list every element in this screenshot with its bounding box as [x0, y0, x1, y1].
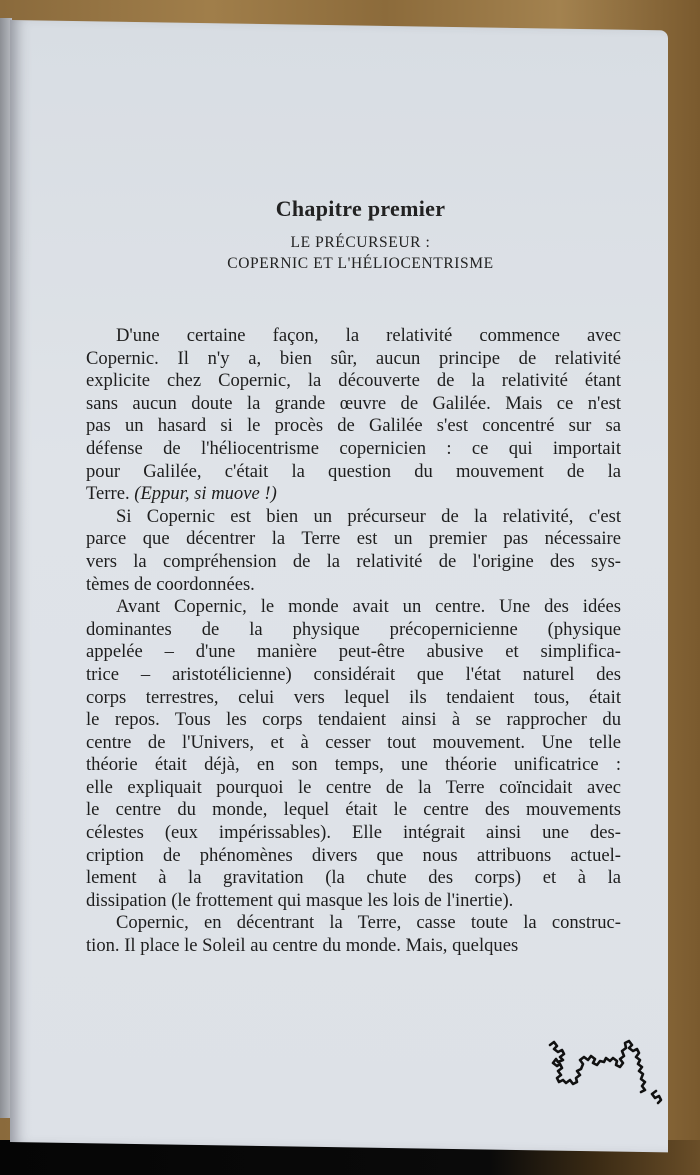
- text-line: parce que décentrer la Terre est un premier pas nécessaire: [86, 528, 621, 550]
- chapter-subtitle-line-1: LE PRÉCURSEUR :: [290, 234, 431, 251]
- text-line: sans aucun doute la grande œuvre de Galilée. Mais ce n'est: [86, 392, 621, 414]
- text-plain: Terre.: [86, 483, 135, 505]
- text-line: Si Copernic est bien un précurseur de la relativité, c'est: [116, 505, 621, 527]
- text-line: défense de l'héliocentrisme copernicien : ce qui importait: [86, 437, 621, 459]
- text-line: appelée – d'une manière peut-être abusive et simplifica-: [86, 641, 621, 663]
- text-line: théorie était déjà, en son temps, une théorie unificatrice :: [86, 754, 621, 776]
- text-line: trice – aristotélicienne) considérait que l'état naturel des: [86, 663, 621, 685]
- text-line: tion. Il place le Soleil au centre du monde. Mais, quelques: [86, 935, 519, 957]
- chapter-title: Chapitre premier: [275, 196, 446, 221]
- body-text: [86, 325, 621, 958]
- dragon-curve-fractal-icon: [540, 1035, 675, 1110]
- paragraph-1: [86, 325, 621, 506]
- paragraph-3: [86, 596, 621, 912]
- text-line: Copernic, en décentrant la Terre, casse toute la construc-: [116, 912, 621, 934]
- text-line: Avant Copernic, le monde avait un centre. Une des idées: [116, 596, 621, 618]
- text-line: Copernic. Il n'y a, bien sûr, aucun principe de relativité: [86, 347, 621, 369]
- text-line: lement à la gravitation (la chute des corps) et à la: [86, 867, 621, 889]
- text-line: centre de l'Univers, et à cesser tout mouvement. Une telle: [86, 731, 621, 753]
- text-line: le repos. Tous les corps tendaient ainsi à se rapprocher du: [86, 709, 621, 731]
- text-line: D'une certaine façon, la relativité commence avec: [116, 325, 621, 346]
- page-content: [86, 196, 621, 958]
- paragraph-4: [86, 912, 621, 957]
- text-line: explicite chez Copernic, la découverte de la relativité étant: [86, 370, 621, 392]
- italic-quote: (Eppur, si muove !): [134, 483, 277, 505]
- chapter-subtitle-line-2: COPERNIC ET L'HÉLIOCENTRISME: [227, 255, 494, 272]
- text-line: [86, 483, 621, 506]
- text-line: pas un hasard si le procès de Galilée s'est concentré sur sa: [86, 415, 621, 437]
- chapter-subtitle: [100, 232, 621, 274]
- text-line: elle expliquait pourquoi le centre de la Terre coïncidait avec: [86, 776, 621, 798]
- text-line: dominantes de la physique précopernicienne (physique: [86, 618, 621, 640]
- paragraph-2: [86, 506, 621, 596]
- text-line: corps terrestres, celui vers lequel ils tendaient tous, était: [86, 686, 621, 708]
- text-line: vers la compréhension de la relativité de l'origine des sys-: [86, 550, 621, 572]
- text-line: dissipation (le frottement qui masque les lois de l'inertie).: [86, 889, 514, 911]
- text-line: cription de phénomènes divers que nous attribuons actuel-: [86, 844, 621, 866]
- text-line: pour Galilée, c'était la question du mouvement de la: [86, 460, 621, 482]
- text-line: célestes (eux impérissables). Elle intégrait ainsi une des-: [86, 822, 621, 844]
- text-line: tèmes de coordonnées.: [86, 573, 255, 595]
- text-line: le centre du monde, lequel était le centre des mouvements: [86, 799, 621, 821]
